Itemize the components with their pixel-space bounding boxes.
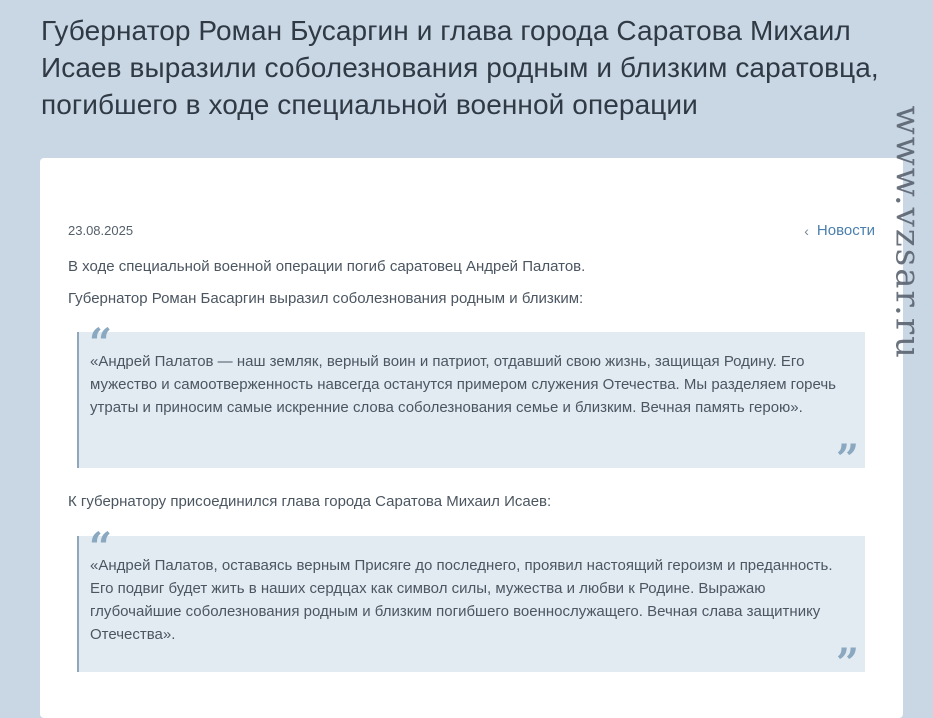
article-paragraph: К губернатору присоединился глава города Саратова Михаил Исаев: [68,493,552,510]
mayor-quote [77,524,865,687]
quote-text: «Андрей Палатов, оставаясь верным Присяге до последнего, проявил настоящий героизм и преданность. Его подвиг будет жить в наших сердцах как символ силы, мужества и любви к Родине. Выражаю глубочайшие соболезнования родным и близким погибшего военнослужащего. Вечная слава защитнику Отечества». [90,557,833,643]
quote-close-icon: ” [835,640,859,687]
article-card [40,158,903,718]
news-link-label: Новости [816,222,875,239]
article-paragraph: Губернатор Роман Басаргин выразил соболезнования родным и близким: [68,290,584,307]
quote-close-icon: ” [835,436,859,483]
quote-text: «Андрей Палатов — наш земляк, верный воин и патриот, отдавший свою жизнь, защищая Родину. Его мужество и самоотверженность навсегда останутся примером служения Отечества. Мы разделяем горечь утраты и приносим самые искренние слова соболезнования семье и близким. Вечная память герою». [90,353,836,416]
article-meta [68,222,875,239]
governor-quote [77,320,865,483]
news-back-link[interactable] [804,222,875,239]
article-date: 23.08.2025 [68,223,134,238]
quote-open-icon: “ [89,320,113,367]
article-paragraph: В ходе специальной военной операции погиб саратовец Андрей Палатов. [68,258,586,275]
page-title: Губернатор Роман Бусаргин и глава города Саратова Михаил Исаев выразили соболезнования родным и близким саратовца, погибшего в ходе специальной военной операции [41,15,879,120]
site-watermark: www.vzsar.ru [887,105,927,360]
quote-open-icon: “ [89,524,113,571]
chevron-left-icon: ‹ [804,222,809,239]
